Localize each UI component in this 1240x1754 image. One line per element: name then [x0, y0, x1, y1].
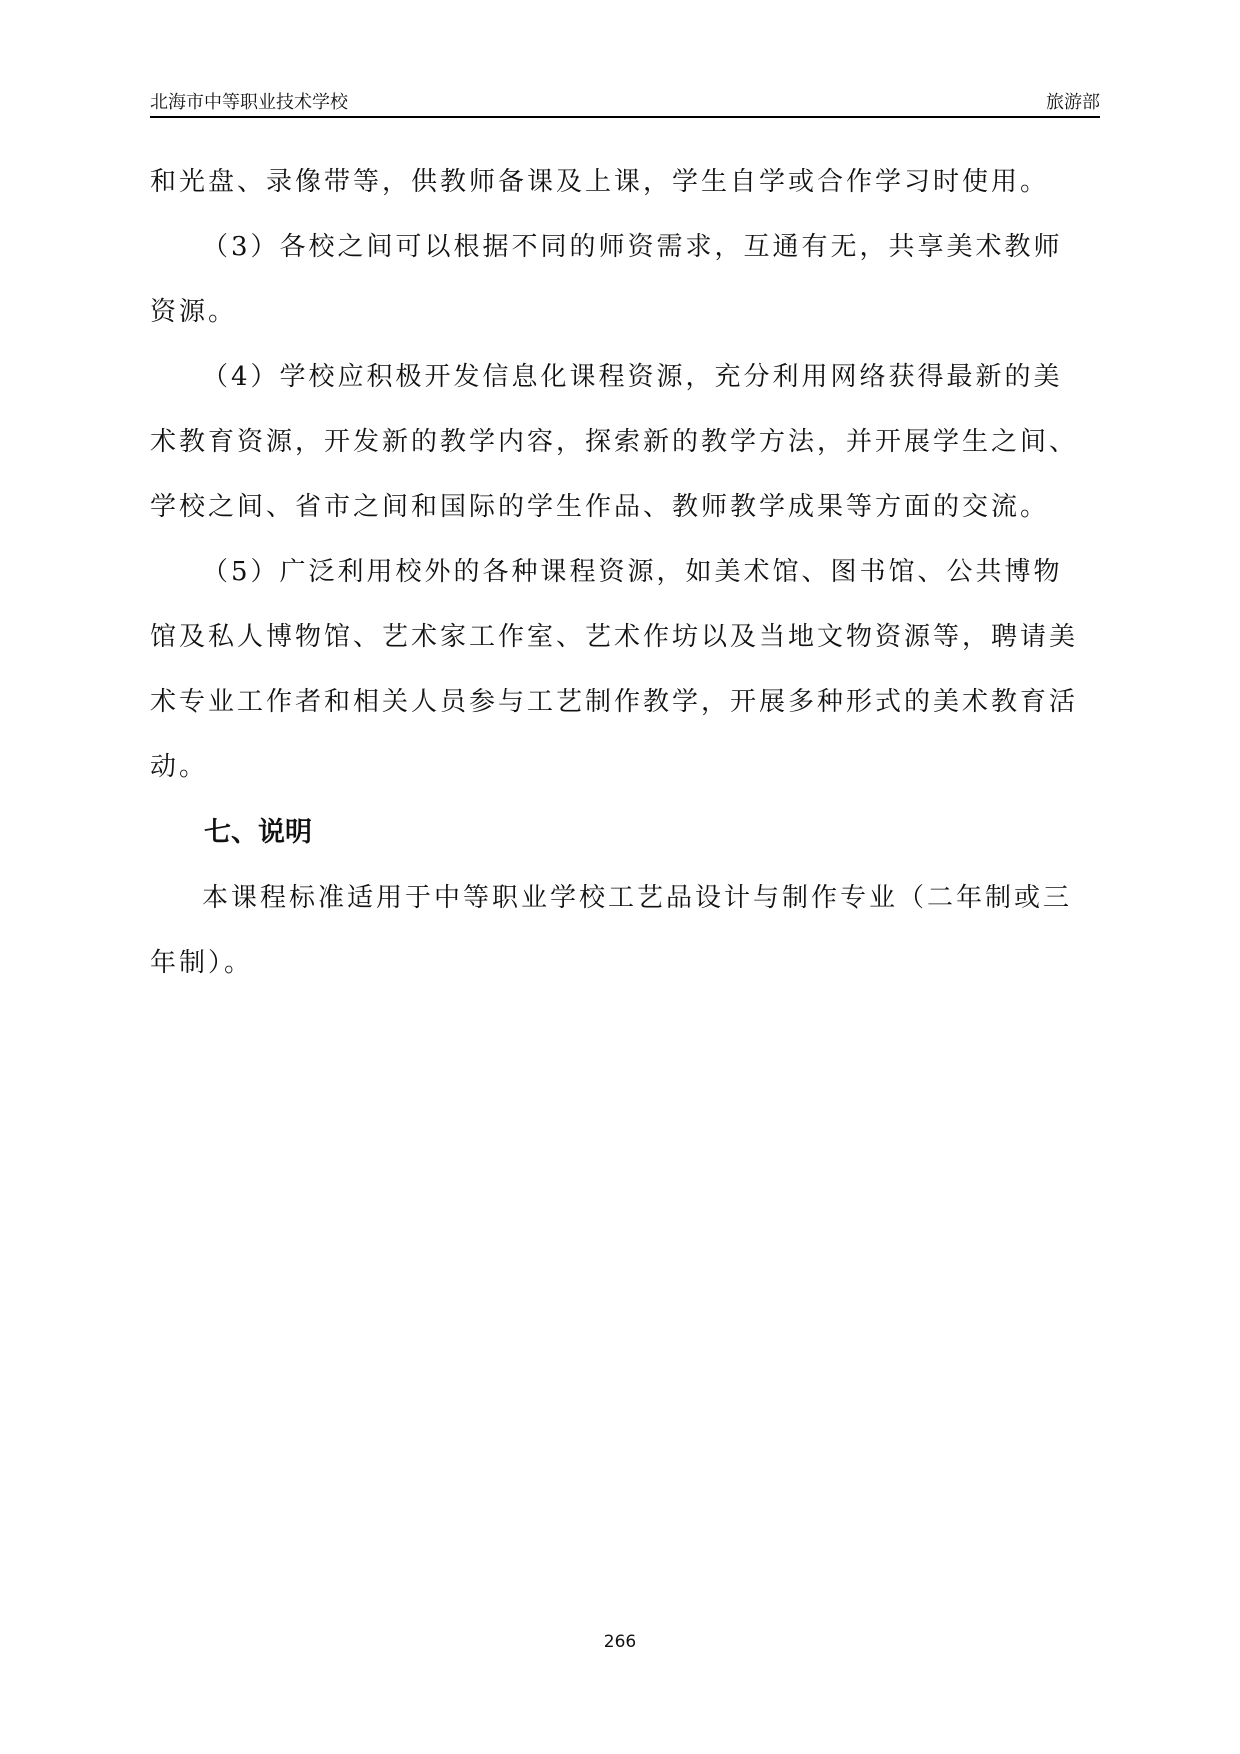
header-school-name: 北海市中等职业技术学校	[150, 92, 348, 113]
header-department: 旅游部	[1046, 92, 1100, 113]
section-heading: 七、说明	[204, 817, 312, 848]
page-header	[150, 88, 1100, 118]
paragraph-item-3: （3）各校之间可以根据不同的师资需求，互通有无，共享美术教师资源。	[150, 232, 1063, 327]
paragraph-continuation: 和光盘、录像带等，供教师备课及上课，学生自学或合作学习时使用。	[150, 167, 1050, 197]
document-body	[150, 150, 1090, 996]
paragraph-item-5: （5）广泛利用校外的各种课程资源，如美术馆、图书馆、公共博物馆及私人博物馆、艺术家工作室、艺术作坊以及当地文物资源等，聘请美术专业工作者和相关人员参与工艺制作教学，开展多种形式的美术教育活动。	[150, 557, 1079, 782]
section-paragraph: 本课程标准适用于中等职业学校工艺品设计与制作专业（二年制或三年制）。	[150, 883, 1073, 978]
paragraph-item-4: （4）学校应积极开发信息化课程资源，充分利用网络获得最新的美术教育资源，开发新的教学内容，探索新的教学方法，并开展学生之间、学校之间、省市之间和国际的学生作品、教师教学成果等方面的交流。	[150, 362, 1079, 522]
page-number: 266	[603, 1632, 637, 1652]
